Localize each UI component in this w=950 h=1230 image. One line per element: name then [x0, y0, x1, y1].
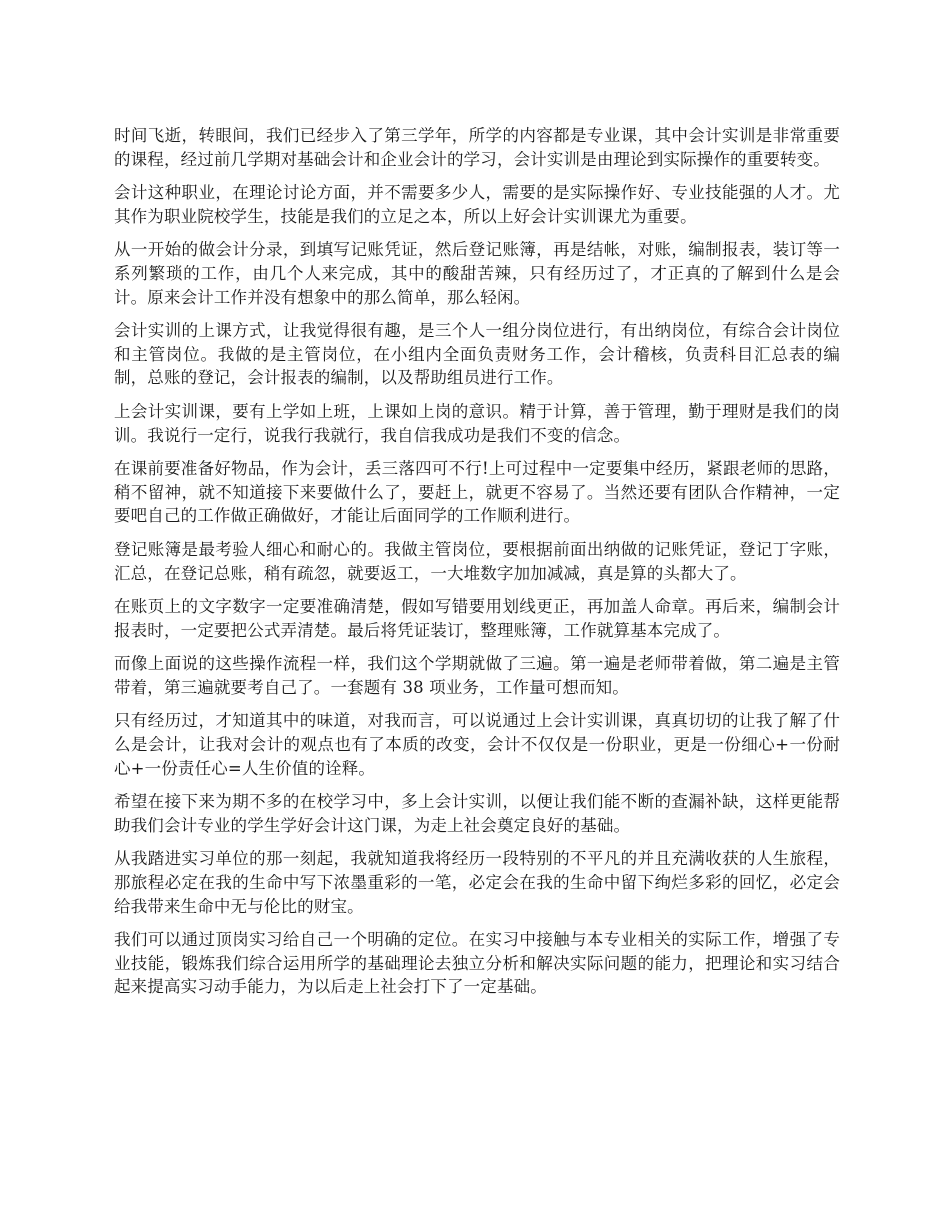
paragraph-6: 在课前要准备好物品，作为会计，丢三落四可不行!上可过程中一定要集中经历，紧跟老师的思路，稍不留神，就不知道接下来要做什么了，要赶上，就更不容易了。当然还要有团队合作精神，一定要吧自己的工作做正确做好，才能让后面同学的工作顺利进行。	[114, 459, 840, 526]
paragraph-4: 会计实训的上课方式，让我觉得很有趣，是三个人一组分岗位进行，有出纳岗位，有综合会计岗位和主管岗位。我做的是主管岗位，在小组内全面负责财务工作，会计稽核，负责科目汇总表的编制，总账的登记，会计报表的编制，以及帮助组员进行工作。	[114, 321, 840, 388]
paragraph-13: 我们可以通过顶岗实习给自己一个明确的定位。在实习中接触与本专业相关的实际工作，增强了专业技能，锻炼我们综合运用所学的基础理论去独立分析和解决实际问题的能力，把理论和实习结合起来提高实习动手能力，为以后走上社会打下了一定基础。	[114, 930, 840, 997]
paragraph-2: 会计这种职业，在理论讨论方面，并不需要多少人，需要的是实际操作好、专业技能强的人才。尤其作为职业院校学生，技能是我们的立足之本，所以上好会计实训课尤为重要。	[114, 183, 840, 226]
paragraph-10: 只有经历过，才知道其中的味道，对我而言，可以说通过上会计实训课，真真切切的让我了解了什么是会计，让我对会计的观点也有了本质的改变，会计不仅仅是一份职业，更是一份细心+一份耐心+一份责任心=人生价值的诠释。	[114, 711, 840, 778]
paragraph-7: 登记账簿是最考验人细心和耐心的。我做主管岗位，要根据前面出纳做的记账凭证，登记丁字账，汇总，在登记总账，稍有疏忽，就要返工，一大堆数字加加减减，真是算的头都大了。	[114, 539, 840, 583]
document-body	[114, 124, 840, 1009]
paragraph-5: 上会计实训课，要有上学如上班，上课如上岗的意识。精于计算，善于管理，勤于理财是我们的岗训。我说行一定行，说我行我就行，我自信我成功是我们不变的信念。	[114, 401, 840, 445]
paragraph-8: 在账页上的文字数字一定要准确清楚，假如写错要用划线更正，再加盖人命章。再后来，编制会计报表时，一定要把公式弄清楚。最后将凭证装订，整理账簿，工作就算基本完成了。	[114, 597, 840, 640]
paragraph-3: 从一开始的做会计分录，到填写记账凭证，然后登记账簿，再是结帐，对账，编制报表，装订等一系列繁琐的工作，由几个人来完成，其中的酸甜苦辣，只有经历过了，才正真的了解到什么是会计。原来会计工作并没有想象中的那么简单，那么轻闲。	[114, 240, 840, 307]
paragraph-12: 从我踏进实习单位的那一刻起，我就知道我将经历一段特别的不平凡的并且充满收获的人生旅程，那旅程必定在我的生命中写下浓墨重彩的一笔，必定会在我的生命中留下绚烂多彩的回忆，必定会给我带来生命中无与伦比的财宝。	[114, 849, 840, 916]
paragraph-9: 而像上面说的这些操作流程一样，我们这个学期就做了三遍。第一遍是老师带着做，第二遍是主管带着，第三遍就要考自己了。一套题有 38 项业务，工作量可想而知。	[114, 654, 840, 697]
paragraph-11: 希望在接下来为期不多的在校学习中，多上会计实训，以便让我们能不断的查漏补缺，这样更能帮助我们会计专业的学生学好会计这门课，为走上社会奠定良好的基础。	[114, 792, 840, 835]
paragraph-1: 时间飞逝，转眼间，我们已经步入了第三学年，所学的内容都是专业课，其中会计实训是非常重要的课程，经过前几学期对基础会计和企业会计的学习，会计实训是由理论到实际操作的重要转变。	[114, 126, 840, 169]
